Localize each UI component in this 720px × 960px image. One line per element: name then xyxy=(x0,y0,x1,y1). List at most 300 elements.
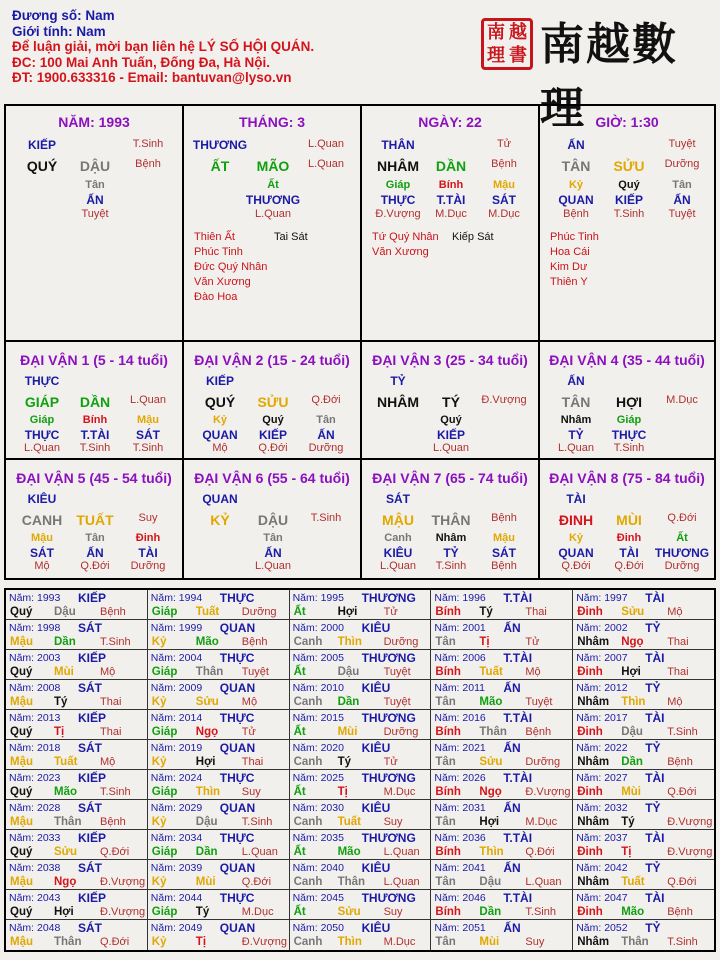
year-label: Năm: 2001 xyxy=(434,622,486,634)
year-vt: Bệnh xyxy=(667,906,693,918)
year-can: Kỷ xyxy=(151,936,167,948)
year-label: Năm: 1996 xyxy=(434,592,486,604)
year-cell xyxy=(6,710,148,739)
thansat-item: Kiếp Sát xyxy=(452,231,494,243)
hidden-sao: THƯƠNG xyxy=(245,193,301,207)
pillar-star-top: THƯƠNG xyxy=(192,138,248,152)
hidden-can: Ất xyxy=(267,179,279,191)
year-can: Ất xyxy=(293,726,306,738)
year-sao: QUAN xyxy=(219,801,256,815)
year-can: Kỷ xyxy=(151,756,167,768)
year-vt: Đ.Vượng xyxy=(241,936,287,948)
year-chi: Ngọ xyxy=(621,636,644,648)
year-vt: Q.Đới xyxy=(525,846,555,858)
year-chi: Mão xyxy=(337,846,361,858)
dv-hidden-sao: TỶ xyxy=(568,428,584,442)
pillar-vt-top: Tuyệt xyxy=(668,138,696,150)
dai-van-cell xyxy=(184,342,362,460)
year-chi: Ngọ xyxy=(195,726,219,738)
year-chi: Sửu xyxy=(195,696,219,708)
dai-van-chi: DẦN xyxy=(79,394,111,410)
year-sao: T.TÀI xyxy=(503,591,533,605)
year-label: Năm: 2009 xyxy=(150,682,203,694)
dai-van-chi: TUẤT xyxy=(76,512,114,528)
dai-van-can: KỶ xyxy=(210,512,230,528)
year-can: Bính xyxy=(435,606,461,618)
year-chi: Ngọ xyxy=(54,876,77,888)
year-can: Nhâm xyxy=(577,816,610,828)
year-vt: M.Dục xyxy=(383,936,416,948)
year-row xyxy=(6,590,714,620)
year-row xyxy=(6,830,714,860)
thansat-item: Văn Xương xyxy=(194,276,251,288)
dai-van-can: QUÝ xyxy=(204,394,236,410)
year-vt: T.Sinh xyxy=(667,726,698,738)
year-label: Năm: 2047 xyxy=(576,892,628,904)
dai-van-sao: KIẾP xyxy=(205,374,235,388)
year-vt: Bệnh xyxy=(525,726,552,738)
dai-van-chi: THÂN xyxy=(431,512,471,528)
year-vt: Đ.Vượng xyxy=(667,816,713,828)
pillar-cell xyxy=(184,106,362,342)
hidden-vt: Tuyệt xyxy=(81,208,109,220)
year-can: Canh xyxy=(293,756,323,768)
year-sao: KIẾP xyxy=(78,651,107,665)
dv-hidden-vt: L.Quan xyxy=(254,560,292,572)
year-sao: THƯƠNG xyxy=(361,591,416,605)
year-vt: T.Sinh xyxy=(525,906,556,918)
year-sao: KIÊU xyxy=(361,861,391,875)
year-sao: QUAN xyxy=(219,861,256,875)
dv-hidden-vt: T.Sinh xyxy=(132,442,164,454)
year-label: Năm: 2010 xyxy=(292,682,344,694)
year-vt: Suy xyxy=(383,816,403,828)
dv-hidden-sao: ẤN xyxy=(86,546,104,560)
dai-van-chi: SỬU xyxy=(257,394,289,410)
year-cell xyxy=(573,860,714,889)
year-vt: L.Quan xyxy=(241,846,278,858)
dv-hidden-can: Giáp xyxy=(616,414,642,426)
year-vt: Tử xyxy=(525,636,540,648)
year-sao: THƯƠNG xyxy=(361,831,416,845)
dai-van-cell xyxy=(362,342,540,460)
year-vt: L.Quan xyxy=(383,876,420,888)
year-cell xyxy=(290,830,432,859)
year-vt: Q.Đới xyxy=(241,876,272,888)
year-can: Kỷ xyxy=(151,816,167,828)
year-label: Năm: 2027 xyxy=(576,772,628,784)
dai-van-sao: THỰC xyxy=(24,374,60,388)
year-cell xyxy=(573,830,714,859)
year-vt: Tử xyxy=(241,726,256,738)
address-line: ĐC: 100 Mai Anh Tuấn, Đống Đa, Hà Nội. xyxy=(12,54,271,70)
dv-hidden-can: Đinh xyxy=(135,532,161,544)
year-label: Năm: 2032 xyxy=(576,802,628,814)
dai-van-vt: T.Sinh xyxy=(310,512,342,524)
year-label: Năm: 2042 xyxy=(576,862,628,874)
year-cell xyxy=(6,830,148,859)
year-can: Bính xyxy=(435,666,461,678)
hidden-sao: THỰC xyxy=(380,193,416,207)
year-can: Mậu xyxy=(10,696,33,708)
dai-van-cell xyxy=(184,460,362,578)
dai-van-sao: SÁT xyxy=(386,492,410,506)
year-sao: QUAN xyxy=(219,741,256,755)
year-vt: Q.Đới xyxy=(667,876,697,888)
year-chi: Dần xyxy=(479,906,502,918)
year-chi: Dậu xyxy=(621,726,643,738)
year-label: Năm: 2040 xyxy=(292,862,344,874)
year-cell xyxy=(431,890,573,919)
dai-van-vt: Q.Đới xyxy=(311,394,341,406)
dv-hidden-can: Canh xyxy=(384,532,412,544)
dv-hidden-vt: L.Quan xyxy=(432,442,470,454)
year-sao: KIÊU xyxy=(361,621,391,635)
year-can: Canh xyxy=(293,636,323,648)
dai-van-vt: Đ.Vượng xyxy=(481,394,527,406)
year-vt: Mộ xyxy=(241,696,258,708)
year-sao: ẤN xyxy=(503,741,521,755)
year-cell xyxy=(573,710,714,739)
year-can: Kỷ xyxy=(151,876,167,888)
pillar-vt-top: L.Quan xyxy=(307,138,345,150)
dv-hidden-vt: Mộ xyxy=(34,560,50,572)
year-cell xyxy=(290,920,432,950)
dv-hidden-vt: L.Quan xyxy=(557,442,595,454)
year-chi: Tý xyxy=(479,606,493,618)
hidden-vt: M.Dục xyxy=(435,208,467,220)
year-vt: Dưỡng xyxy=(241,606,277,618)
year-can: Kỷ xyxy=(151,696,167,708)
hidden-can: Quý xyxy=(618,179,640,191)
contact-line: Để luận giải, mời bạn liên hệ LÝ SỐ HỘI QUÁN. xyxy=(12,39,315,54)
dv-hidden-can: Quý xyxy=(440,414,462,426)
hidden-vt: T.Sinh xyxy=(613,208,645,220)
year-cell xyxy=(6,860,148,889)
hidden-can: Mậu xyxy=(493,179,515,191)
dv-hidden-can: Đinh xyxy=(616,532,642,544)
year-label: Năm: 2014 xyxy=(150,712,203,724)
year-can: Nhâm xyxy=(577,936,610,948)
year-label: Năm: 2037 xyxy=(576,832,628,844)
year-chi: Tị xyxy=(337,786,348,798)
gioi-tinh-line: Giới tính: Nam xyxy=(12,23,106,39)
dai-van-vt: Suy xyxy=(138,512,158,524)
hidden-can: Giáp xyxy=(385,179,411,191)
year-sao: KIẾP xyxy=(78,891,107,905)
dv-hidden-can: Tân xyxy=(263,532,283,544)
year-can: Tân xyxy=(435,816,456,828)
year-chi: Dần xyxy=(195,846,218,858)
year-vt: Tuyệt xyxy=(383,696,411,708)
year-chi: Thân xyxy=(54,816,82,828)
dv-hidden-can: Quý xyxy=(262,414,284,426)
thansat-item: Đào Hoa xyxy=(194,291,238,303)
year-cell xyxy=(290,740,432,769)
year-sao: SÁT xyxy=(78,741,102,755)
yearly-table xyxy=(4,588,716,952)
year-cell xyxy=(290,800,432,829)
year-can: Quý xyxy=(10,846,33,858)
year-can: Mậu xyxy=(10,936,33,948)
dv-hidden-sao: ẤN xyxy=(264,546,282,560)
year-vt: Đ.Vượng xyxy=(100,906,146,918)
dai-van-can: CANH xyxy=(21,512,63,528)
year-chi: Thân xyxy=(621,936,649,948)
hidden-vt: Đ.Vượng xyxy=(375,208,421,220)
year-chi: Mùi xyxy=(54,666,74,678)
year-sao: KIẾP xyxy=(78,711,107,725)
year-vt: Đ.Vượng xyxy=(667,846,713,858)
year-cell xyxy=(573,890,714,919)
year-chi: Dần xyxy=(621,756,643,768)
dai-van-title: ĐẠI VẬN 4 (35 - 44 tuổi) xyxy=(549,352,705,368)
year-can: Đinh xyxy=(577,726,603,738)
year-vt: Thai xyxy=(100,696,122,708)
pillar-title: NĂM: 1993 xyxy=(58,114,130,130)
year-can: Đinh xyxy=(577,666,603,678)
year-vt: Mộ xyxy=(667,606,683,618)
year-label: Năm: 2019 xyxy=(150,742,203,754)
dv-hidden-can: Tân xyxy=(85,532,105,544)
thansat-list xyxy=(550,230,599,290)
dv-hidden-sao: SÁT xyxy=(30,546,54,560)
year-vt: T.Sinh xyxy=(667,936,698,948)
year-vt: Mộ xyxy=(100,666,116,678)
year-cell xyxy=(573,920,714,950)
year-cell xyxy=(148,800,290,829)
pillar-chi: DẦN xyxy=(435,158,467,174)
year-sao: KIÊU xyxy=(361,681,391,695)
year-sao: THƯƠNG xyxy=(361,651,416,665)
year-cell xyxy=(290,770,432,799)
year-sao: TỶ xyxy=(645,681,661,695)
year-can: Ất xyxy=(293,666,306,678)
year-chi: Thìn xyxy=(621,696,646,708)
year-chi: Tý xyxy=(54,696,68,708)
dv-hidden-can: Tân xyxy=(316,414,336,426)
pillar-chi-vt: Dưỡng xyxy=(664,158,700,170)
thansat-list-2 xyxy=(452,230,494,245)
year-chi: Tuất xyxy=(479,666,503,678)
thansat-item: Phúc Tinh xyxy=(550,231,599,243)
year-sao: ẤN xyxy=(503,621,521,635)
year-cell xyxy=(431,740,573,769)
dai-van-cell xyxy=(6,460,184,578)
year-chi: Dậu xyxy=(337,666,360,678)
dv-hidden-can: Nhâm xyxy=(560,414,592,426)
year-sao: KIÊU xyxy=(361,921,391,935)
year-chi: Tuất xyxy=(621,876,645,888)
year-vt: Mộ xyxy=(525,666,541,678)
year-chi: Mão xyxy=(54,786,77,798)
year-vt: Thai xyxy=(100,726,122,738)
year-can: Mậu xyxy=(10,876,33,888)
year-chi: Dậu xyxy=(479,876,502,888)
year-label: Năm: 2029 xyxy=(150,802,203,814)
year-vt: Thai xyxy=(667,666,689,678)
year-chi: Tị xyxy=(479,636,490,648)
year-chi: Mùi xyxy=(479,936,500,948)
year-chi: Thìn xyxy=(479,846,504,858)
dv-hidden-vt: L.Quan xyxy=(23,442,61,454)
dv-hidden-vt: Q.Đới xyxy=(80,560,110,572)
year-cell xyxy=(6,890,148,919)
year-label: Năm: 2036 xyxy=(434,832,486,844)
year-chi: Hợi xyxy=(195,756,216,768)
year-sao: TỶ xyxy=(645,861,661,875)
year-chi: Tị xyxy=(54,726,65,738)
year-cell xyxy=(148,710,290,739)
year-chi: Dậu xyxy=(54,606,76,618)
dv-hidden-sao: THỰC xyxy=(611,428,647,442)
year-label: Năm: 1999 xyxy=(150,622,203,634)
year-row xyxy=(6,620,714,650)
year-label: Năm: 2011 xyxy=(434,682,485,694)
pillar-title: THÁNG: 3 xyxy=(238,114,306,130)
year-sao: QUAN xyxy=(219,681,256,695)
year-label: Năm: 1995 xyxy=(292,592,344,604)
year-label: Năm: 2052 xyxy=(576,922,628,934)
dv-hidden-can: Kỷ xyxy=(212,414,228,426)
year-chi: Tuất xyxy=(54,756,78,768)
year-vt: Bệnh xyxy=(667,756,693,768)
dv-hidden-sao: THỰC xyxy=(24,428,60,442)
year-cell xyxy=(573,590,714,619)
year-label: Năm: 2012 xyxy=(576,682,628,694)
year-chi: Hợi xyxy=(621,666,641,678)
dv-hidden-sao: KIẾP xyxy=(436,428,466,442)
year-label: Năm: 2018 xyxy=(9,742,61,754)
year-sao: KIẾP xyxy=(78,831,107,845)
dv-hidden-sao: ẤN xyxy=(317,428,335,442)
dai-van-title: ĐẠI VẬN 6 (55 - 64 tuổi) xyxy=(194,470,350,486)
year-label: Năm: 2016 xyxy=(434,712,486,724)
year-cell xyxy=(573,680,714,709)
year-sao: KIÊU xyxy=(361,801,391,815)
year-can: Canh xyxy=(293,876,323,888)
year-cell xyxy=(290,710,432,739)
year-label: Năm: 2041 xyxy=(434,862,486,874)
year-chi: Sửu xyxy=(479,756,503,768)
year-chi: Sửu xyxy=(337,906,361,918)
hidden-can: Bính xyxy=(438,179,464,191)
year-can: Đinh xyxy=(577,846,603,858)
year-can: Quý xyxy=(10,666,33,678)
year-sao: TỶ xyxy=(645,921,661,935)
year-vt: Đ.Vượng xyxy=(100,876,146,888)
year-sao: THỰC xyxy=(219,711,255,725)
year-sao: T.TÀI xyxy=(503,891,533,905)
year-vt: Dưỡng xyxy=(525,756,561,768)
year-sao: TÀI xyxy=(645,831,665,845)
year-cell xyxy=(431,800,573,829)
year-sao: ẤN xyxy=(503,681,521,695)
pillar-star-top: THÂN xyxy=(381,138,415,152)
year-can: Kỷ xyxy=(151,636,167,648)
dv-hidden-vt: Q.Đới xyxy=(258,442,288,454)
dv-hidden-can: Mậu xyxy=(31,532,53,544)
year-cell xyxy=(431,650,573,679)
year-chi: Mão xyxy=(479,696,503,708)
year-can: Bính xyxy=(435,846,461,858)
year-can: Tân xyxy=(435,876,456,888)
year-sao: KIÊU xyxy=(361,741,391,755)
year-vt: Mộ xyxy=(100,756,116,768)
dv-hidden-sao: TỶ xyxy=(443,546,459,560)
dv-hidden-sao: SÁT xyxy=(136,428,160,442)
dai-van-chi: HỢI xyxy=(616,394,642,410)
year-cell xyxy=(573,800,714,829)
thansat-item: Tứ Quý Nhân xyxy=(372,231,439,243)
dv-hidden-sao: TÀI xyxy=(619,546,639,560)
thansat-item: Đức Quý Nhân xyxy=(194,261,268,273)
year-label: Năm: 2046 xyxy=(434,892,486,904)
dv-hidden-vt: L.Quan xyxy=(379,560,417,572)
year-cell xyxy=(6,650,148,679)
year-chi: Tý xyxy=(337,756,352,768)
year-sao: TÀI xyxy=(645,891,665,905)
dv-hidden-vt: Q.Đới xyxy=(561,560,591,572)
pillar-chi: MÃO xyxy=(256,158,290,174)
year-chi: Tị xyxy=(621,846,632,858)
year-can: Bính xyxy=(435,786,461,798)
duong-so-line: Đương số: Nam xyxy=(12,8,115,23)
year-label: Năm: 2034 xyxy=(150,832,203,844)
year-vt: L.Quan xyxy=(383,846,420,858)
dv-hidden-sao: SÁT xyxy=(492,546,516,560)
pillar-can: TÂN xyxy=(561,158,591,174)
year-cell xyxy=(6,620,148,649)
year-row xyxy=(6,770,714,800)
year-sao: THỰC xyxy=(219,591,255,605)
thansat-item: Kim Dư xyxy=(550,261,588,273)
year-cell xyxy=(148,770,290,799)
year-cell xyxy=(148,920,290,950)
year-label: Năm: 2021 xyxy=(434,742,486,754)
year-sao: QUAN xyxy=(219,921,256,935)
year-chi: Tý xyxy=(621,816,635,828)
dai-van-title: ĐẠI VẬN 2 (15 - 24 tuổi) xyxy=(194,352,350,368)
thansat-item: Tai Sát xyxy=(274,231,308,243)
year-cell xyxy=(6,800,148,829)
year-label: Năm: 2015 xyxy=(292,712,344,724)
dai-van-vt: L.Quan xyxy=(129,394,167,406)
hidden-can: Kỷ xyxy=(568,179,584,191)
year-label: Năm: 2022 xyxy=(576,742,628,754)
year-cell xyxy=(290,590,432,619)
year-row xyxy=(6,650,714,680)
year-can: Tân xyxy=(435,936,456,948)
year-vt: Tử xyxy=(383,756,398,768)
year-label: Năm: 2045 xyxy=(292,892,344,904)
year-label: Năm: 2002 xyxy=(576,622,628,634)
year-vt: Bệnh xyxy=(100,606,126,618)
dv-hidden-vt: Dưỡng xyxy=(130,560,166,572)
year-label: Năm: 2004 xyxy=(150,652,203,664)
dv-hidden-vt: Dưỡng xyxy=(308,442,344,454)
year-label: Năm: 2048 xyxy=(9,922,61,934)
thansat-list-2 xyxy=(274,230,308,245)
dv-hidden-vt: Q.Đới xyxy=(614,560,644,572)
year-sao: TÀI xyxy=(645,711,665,725)
year-vt: Tuyệt xyxy=(525,696,553,708)
year-label: Năm: 2050 xyxy=(292,922,344,934)
dai-van-title: ĐẠI VẬN 8 (75 - 84 tuổi) xyxy=(549,470,705,486)
dv-hidden-sao: THƯƠNG xyxy=(654,546,710,560)
year-sao: QUAN xyxy=(219,621,256,635)
year-chi: Mùi xyxy=(337,726,358,738)
